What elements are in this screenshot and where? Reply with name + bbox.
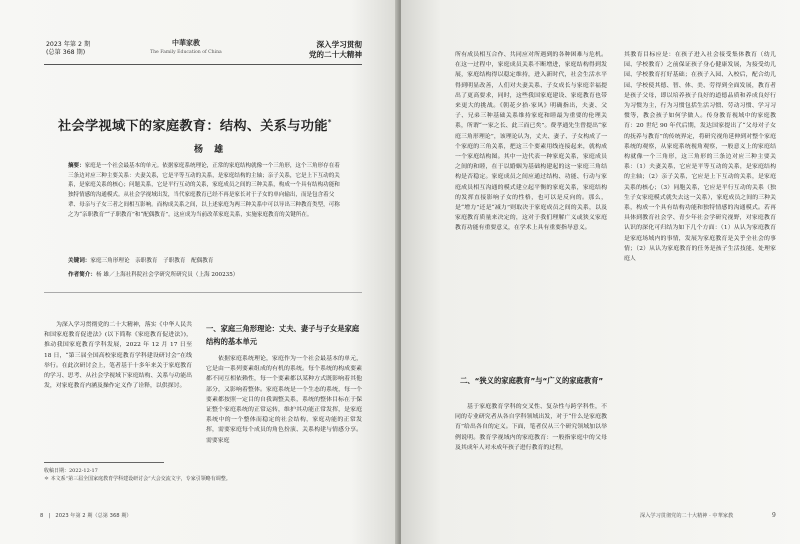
keywords-text: 家庭三角形理论 亲职教育 子职教育 配偶教育 xyxy=(90,258,214,264)
author-info xyxy=(68,270,238,278)
title-footnote-mark: * xyxy=(327,117,332,127)
author-info-label: 作者简介： xyxy=(68,272,96,278)
article-author: 杨 雄 xyxy=(194,145,228,155)
section1-body: 依据家庭系统理论，家庭作为一个社会最基本的单元，它是由一系列要素组成的有机的系统。每个系统的构成要素都不同互相依赖性，每一个要素都以某种方式既影响着其他部分，又影响着整体。家庭系统是一个生态的系统，每一个要素都按照一定目的自我调整关系，系统的整体目标在于保证整个家庭系统的正常运转，维护其功能正常发挥，是家庭系统中的一个整体而稳定的社会结构，家庭功能的正常发挥，需要家庭每个成员的角色扮演、关系构建与情感分享。需要家庭 xyxy=(206,356,362,444)
footnote-note: ＊ 本文系“第三届全国家庭教育学科建设研讨会”大会交流文字，专家引领略有调整。 xyxy=(44,475,231,482)
issue-info xyxy=(46,41,90,57)
magazine-logo-english: The Family Education of China xyxy=(150,50,222,55)
column-title-line1: 深入学习贯彻 xyxy=(316,40,362,49)
left-page xyxy=(0,0,399,544)
author-info-text: 杨 雄／上海社科院社会学研究所研究员（上海 200235） xyxy=(95,272,239,278)
header-divider xyxy=(44,64,362,65)
section2-body: 基于家庭教育学科的交叉性、复杂性与跨学科性，不同的专业研究者从各自学科领域出发，对于“什么是家庭教育”给出各自的定义。下面，笔者仅从三个研究领域加以举例说明。教育学视域内的家庭教育：一般指家庭中的父母及其成年人对未成年孩子进行教育的过程， xyxy=(455,404,607,451)
article-title xyxy=(58,115,332,134)
footnotes xyxy=(44,468,231,483)
keywords-label: 关键词： xyxy=(68,258,91,264)
right-page-number: 9 xyxy=(772,512,776,519)
magazine-logo: 中華家教 xyxy=(172,38,200,47)
right-column-1: 所有成员相互合作、共同应对所遇到的各种困难与危机。在这一过程中，家庭成员关系不断增进，家庭结构得到发展，家庭结构得以稳定维持，进入新时代，社会生活水平得到明显改善，人们对夫妻关系、子女成长与家庭幸福提出了更高要求，同时，这些我国家庭建设、家庭教育也带来更大的挑战。《朝花夕拾·家风》明确指出，夫妻、父子、兄弟三种基础关系维持家庭和睦最为重要的伦理关系，所谓“一家之长、此三而已矣”。费孝通先生曾提出“家庭三角形理论”，该理论认为，丈夫、妻子、子女构成了一个家庭的三角关系，把这三个要素用线连接起来，就构成一个家庭结构图。其中一边代表一种家庭关系，家庭成员之间的和睦，在于以婚姻为基础构建起的这一家庭三角结构是否稳定。家庭成员之间应通过结构、功能、行动与家庭成员相互沟通的模式建立起平衡的家庭关系，家庭结构的发挥直接影响子女的性格，也可以是反向的。那么，是“增力”还是“减力”则取决于家庭成员之间的关系，以及家庭教育质量来决定的，这对于我们理解广义或狭义家庭教育功能有重要意义，在学术上具有重要指导意义。 xyxy=(455,52,607,232)
abstract-text: 家庭是一个社会最基本的单元。依据家庭系统理论，正常的家庭结构就像一个三角形，这个三角形存在着三条边对应三种主要关系：夫妻关系，它是平等互动的关系，是家庭结构的主轴；亲子关系，它是上下互动的关系，是家庭关系的核心；问题关系，它是平行互动的关系，家庭成员之间的三种关系，构成一个具有结构功能和独特情感的沟通模式。从社会学视域出发，当代家庭教育已经不再是家长对于子女的单向输出，而是包含着父辈、母亲与子女三者之间相互影响。而构成关系之间，以上述家庭为两三种关系中可以导出三种教育类型，可称之为“亲职教育”“子职教育”和“配偶教育”。这应成为当前改革家庭关系，实施家庭教育的关键所在。 xyxy=(68,163,340,218)
issue-number: 2023 年第 2 期 xyxy=(46,41,91,48)
abstract-label: 摘要： xyxy=(68,163,85,169)
abstract-divider xyxy=(44,292,362,293)
section-heading-2: 二、“狭义的家庭教育”与“广义的家庭教育” xyxy=(460,376,604,385)
footnote-divider xyxy=(44,462,164,463)
column-title-line2: 党的二十大精神 xyxy=(308,50,362,59)
right-page-footer: 深入学习贯彻党的二十大精神 · 中華家教 xyxy=(640,513,734,519)
right-column-2: 其教育目标应是：在孩子进入社会接受集体教育（幼儿园、学校教育）之前保证孩子身心健康发展，为接受幼儿园、学校教育打好基础；在孩子入园、入校后，配合幼儿园、学校使其德、智、体、美、劳得到全面发展，教育者是孩子父母，即以培养孩子良好的道德品质和养成良好行为习惯为主，行为习惯包括生活习惯、劳动习惯、学习习惯等，教会孩子如何学做人。传身教育视域中的家庭教育：20 世纪 90 年代后期，发达国家提出了“父母对子女的抚养与教育”的传统界定，将研究视角延伸到对整个家庭系统的观察，从家庭系统视角观察，一般意义上的家庭结构就像一个三角形，这三角形的三条边对应三种主要关系：（1）夫妻关系，它应是平等互动的关系，是家庭结构的主轴；（2）亲子关系，它应是上下互动的关系，是家庭关系的核心；（3）同胞关系，它应是平行互动的关系（独生子女家庭模式就失去这一关系），家庭成员之间的三种关系，构成一个具有结构功能和独特情感的沟通模式。若再具体到教育社会学、青少年社会学研究视野，对家庭教育认识的深化可归结为如下几个方面：（1）从认为家庭教育是家庭场域内的事情，发展为家庭教育是关乎全社会的事情；（2）从认为家庭教育的任务是孩子生活技能、处理家庭人 xyxy=(624,52,776,263)
intro-paragraph: 为深入学习贯彻党的二十大精神，落实《中华人民共和国家庭教育促进法》(以下简称《家庭教育促进法》)，推动我国家庭教育学科发展，2022 年 12 月 17 日至 18 日，“第三届全国高校家庭教育学科建设研讨会”在线举行。在此次研讨会上，笔者基于十多年来关于家庭教育的学习、思考、从社会学视域下家庭结构、关系与功能出发，对家庭教育内涵及操作定义作了诠释，以供探讨。 xyxy=(44,322,192,390)
footnote-received-date: 收稿日期：2022-12-17 xyxy=(44,468,98,474)
issue-total: (总第 368 期) xyxy=(46,49,86,56)
column-title xyxy=(290,40,362,60)
left-page-footer: 8 | 2023 年第 2 期（总第 368 期） xyxy=(40,513,132,519)
article-title-text: 社会学视域下的家庭教育：结构、关系与功能 xyxy=(58,119,328,134)
keywords xyxy=(68,256,213,264)
section-heading-1: 一、家庭三角形理论：丈夫、妻子与子女是家庭结构的基本单元 xyxy=(206,324,360,346)
abstract xyxy=(68,162,340,220)
